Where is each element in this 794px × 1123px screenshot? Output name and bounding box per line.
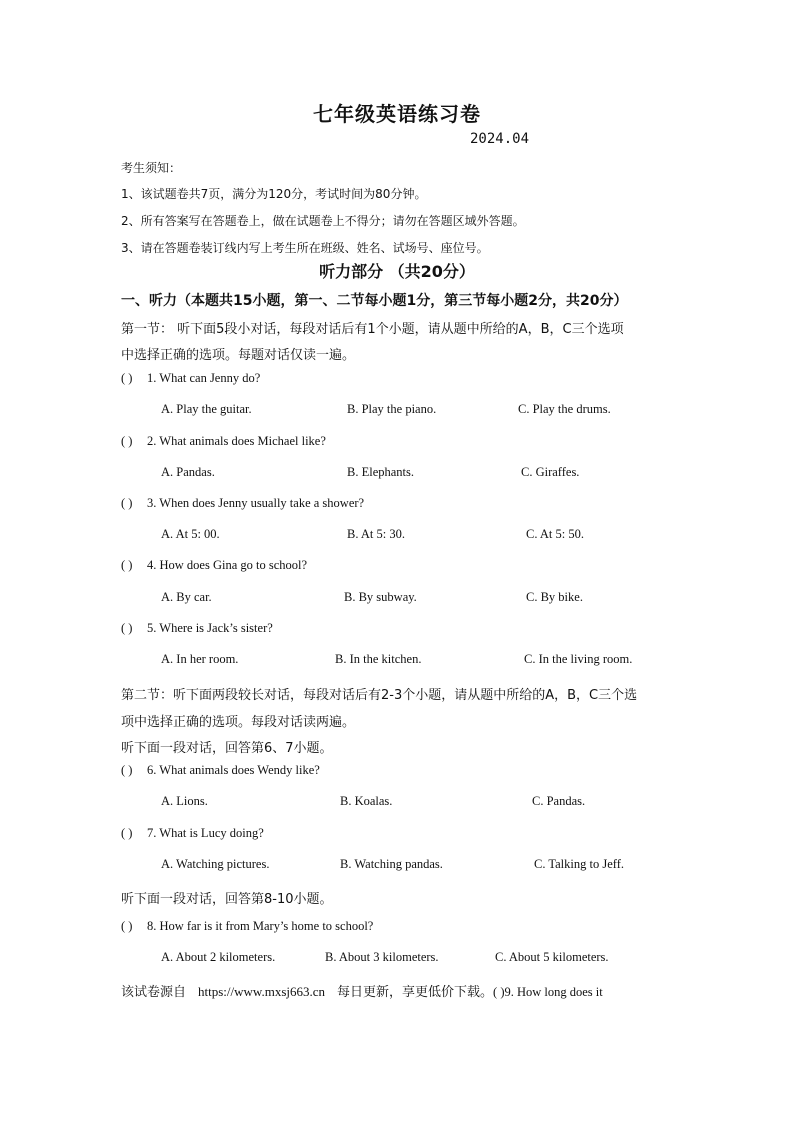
question-text: 6. What animals does Wendy like? xyxy=(147,763,320,777)
source-label: 该试卷源自 xyxy=(121,985,187,1000)
section1-intro: 中选择正确的选项。每题对话仅读一遍。 xyxy=(121,348,356,363)
question xyxy=(121,371,260,386)
answer-blank[interactable]: ( ) xyxy=(121,919,133,933)
question xyxy=(121,826,264,841)
option-c: C. About 5 kilometers. xyxy=(495,950,609,964)
section2-intro: 项中选择正确的选项。每段对话读两遍。 xyxy=(121,715,356,730)
option-c: C. By bike. xyxy=(526,590,583,604)
question-text: 3. When does Jenny usually take a shower? xyxy=(147,496,365,510)
option-c: C. In the living room. xyxy=(524,652,633,666)
question-text: 1. What can Jenny do? xyxy=(147,371,261,385)
source-footer xyxy=(121,981,603,1000)
option-c: C. At 5: 50. xyxy=(526,527,584,541)
dialogue-group-intro: 听下面一段对话，回答第8-10小题。 xyxy=(121,892,333,907)
option-a: A. Pandas. xyxy=(161,465,215,479)
option-b: B. By subway. xyxy=(344,590,417,604)
question xyxy=(121,621,273,636)
page-title: 七年级英语练习卷 xyxy=(313,102,481,126)
notes-heading: 考生须知： xyxy=(121,161,182,175)
answer-blank[interactable]: ( ) xyxy=(121,496,133,510)
question xyxy=(121,919,373,934)
option-a: A. In her room. xyxy=(161,652,239,666)
option-c: C. Talking to Jeff. xyxy=(534,857,624,871)
section1-intro: 第一节： 听下面5段小对话，每段对话后有1个小题，请从题中所给的A，B，C三个选项 xyxy=(121,322,624,337)
question-text: 7. What is Lucy doing? xyxy=(147,826,264,840)
option-a: A. Watching pictures. xyxy=(161,857,270,871)
promo-text: 每日更新，享更低价下载。 xyxy=(337,985,494,1000)
question-text: 8. How far is it from Mary’s home to school? xyxy=(147,919,374,933)
answer-blank[interactable]: ( ) xyxy=(121,621,133,635)
question xyxy=(121,558,307,573)
option-c: C. Pandas. xyxy=(532,794,586,808)
answer-blank[interactable]: ( ) xyxy=(493,985,505,999)
section-title: 一、听力（本题共15小题，第一、二节每小题1分，第三节每小题2分，共20分） xyxy=(121,293,628,309)
answer-blank[interactable]: ( ) xyxy=(121,371,133,385)
option-a: A. Lions. xyxy=(161,794,208,808)
question-text: 5. Where is Jack’s sister? xyxy=(147,621,273,635)
question xyxy=(121,496,364,511)
note-item: 1、该试题卷共7页，满分为120分，考试时间为80分钟。 xyxy=(121,187,427,201)
note-item: 3、请在答题卷装订线内写上考生所在班级、姓名、试场号、座位号。 xyxy=(121,241,489,255)
option-b: B. Koalas. xyxy=(340,794,393,808)
option-b: B. Play the piano. xyxy=(347,402,437,416)
answer-blank[interactable]: ( ) xyxy=(121,434,133,448)
question-text: 4. How does Gina go to school? xyxy=(147,558,308,572)
option-a: A. Play the guitar. xyxy=(161,402,252,416)
source-link[interactable]: https://www.mxsj663.cn xyxy=(198,984,326,999)
option-a: A. About 2 kilometers. xyxy=(161,950,276,964)
part-title: 听力部分 （共20分） xyxy=(319,262,475,281)
option-b: B. Watching pandas. xyxy=(340,857,443,871)
option-a: A. By car. xyxy=(161,590,212,604)
question xyxy=(121,434,326,449)
option-b: B. In the kitchen. xyxy=(335,652,422,666)
answer-blank[interactable]: ( ) xyxy=(121,558,133,572)
note-item: 2、所有答案写在答题卷上，做在试题卷上不得分；请勿在答题区域外答题。 xyxy=(121,214,525,228)
question-text: 2. What animals does Michael like? xyxy=(147,434,326,448)
question xyxy=(121,763,320,778)
option-b: B. Elephants. xyxy=(347,465,415,479)
section2-intro: 第二节：听下面两段较长对话，每段对话后有2-3个小题，请从题中所给的A，B，C三个选 xyxy=(121,688,638,703)
option-c: C. Play the drums. xyxy=(518,402,611,416)
option-c: C. Giraffes. xyxy=(521,465,580,479)
option-b: B. About 3 kilometers. xyxy=(325,950,439,964)
option-a: A. At 5: 00. xyxy=(161,527,220,541)
option-b: B. At 5: 30. xyxy=(347,527,405,541)
question-text: 9. How long does it xyxy=(504,985,603,999)
dialogue-group-intro: 听下面一段对话，回答第6、7小题。 xyxy=(121,741,333,756)
exam-date: 2024.04 xyxy=(470,131,530,147)
answer-blank[interactable]: ( ) xyxy=(121,763,133,777)
answer-blank[interactable]: ( ) xyxy=(121,826,133,840)
